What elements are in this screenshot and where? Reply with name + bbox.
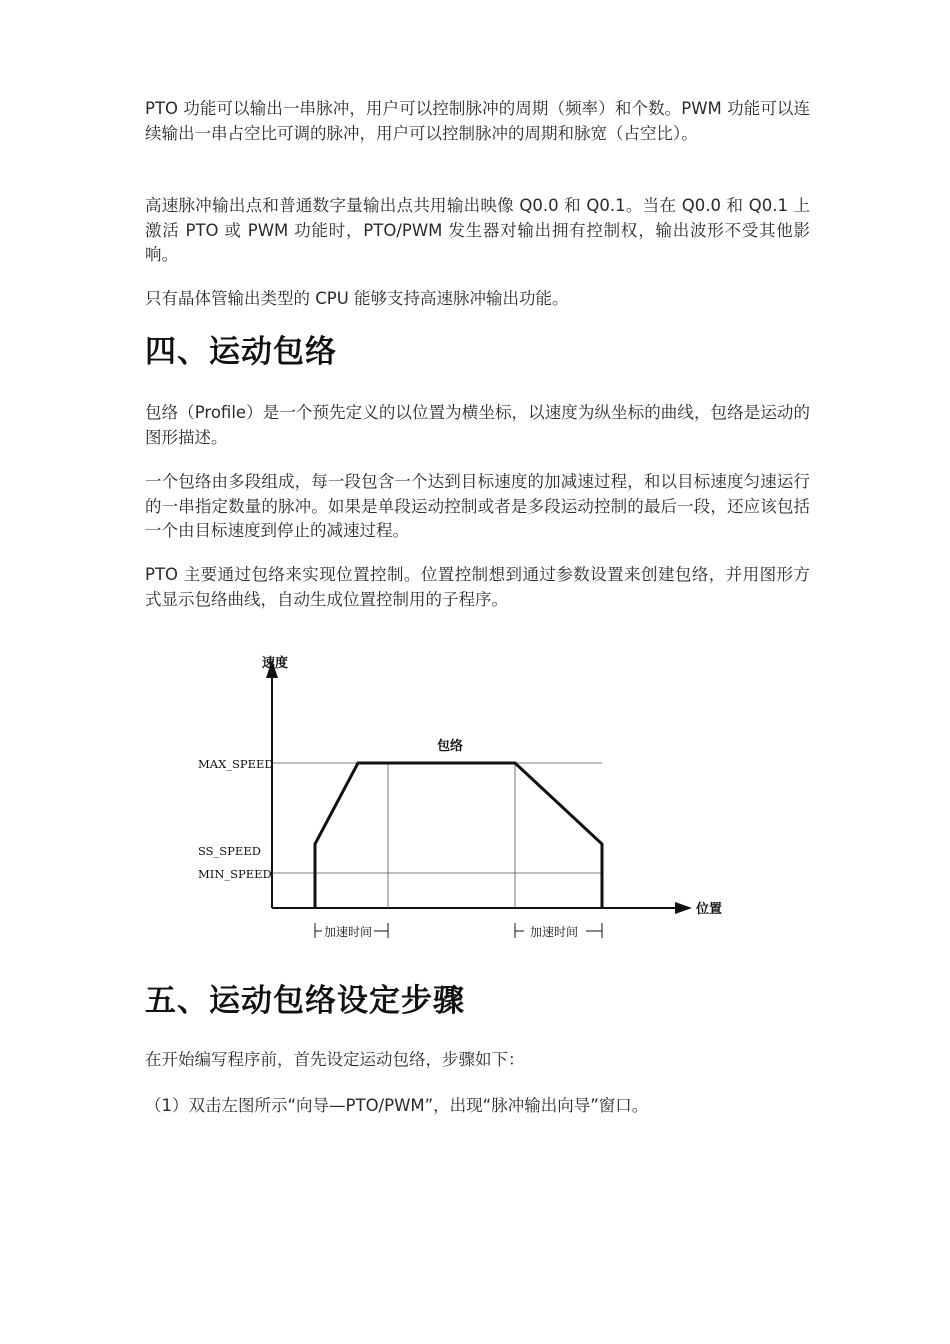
interval-label-accel: 加速时间 bbox=[324, 925, 373, 939]
paragraph-pto-pwm-intro: PTO 功能可以输出一串脉冲，用户可以控制脉冲的周期（频率）和个数。PWM 功能可以连续输出一串占空比可调的脉冲，用户可以控制脉冲的周期和脉宽（占空比）。 bbox=[145, 99, 810, 143]
y-level-label-max-speed: MAX_SPEED bbox=[198, 757, 274, 771]
paragraph-step-1: （1）双击左图所示“向导—PTO/PWM”，出现“脉冲输出向导”窗口。 bbox=[145, 1096, 649, 1115]
paragraph-transistor-output: 只有晶体管输出类型的 CPU 能够支持高速脉冲输出功能。 bbox=[145, 289, 569, 308]
x-axis-label: 位置 bbox=[696, 902, 723, 917]
y-axis-label: 速度 bbox=[262, 656, 289, 671]
y-level-label-ss-speed: SS_SPEED bbox=[198, 844, 261, 858]
paragraph-profile-definition: 包络（Profile）是一个预先定义的以位置为横坐标，以速度为纵坐标的曲线，包络是运动的图形描述。 bbox=[145, 403, 810, 447]
heading-section-4: 四、运动包络 bbox=[145, 334, 337, 370]
paragraph-profile-segments: 一个包络由多段组成，每一段包含一个达到目标速度的加减速过程，和以目标速度匀速运行的一串指定数量的脉冲。如果是单段运动控制或者是多段运动控制的最后一段，还应该包括一个由目标速度到停止的减速过程。 bbox=[145, 472, 810, 540]
paragraph-output-image: 高速脉冲输出点和普通数字量输出点共用输出映像 Q0.0 和 Q0.1。当在 Q0.0 和 Q0.1 上激活 PTO 或 PWM 功能时，PTO/PWM 发生器对输出拥有控制权，输出波形不受其他影响。 bbox=[145, 196, 810, 264]
motion-profile-chart bbox=[190, 648, 730, 948]
chart-title: 包络 bbox=[437, 739, 464, 754]
profile-curve bbox=[315, 763, 602, 908]
x-axis-arrow bbox=[675, 902, 692, 914]
paragraph-setup-steps: 在开始编写程序前，首先设定运动包络，步骤如下： bbox=[145, 1050, 525, 1069]
heading-section-5: 五、运动包络设定步骤 bbox=[145, 983, 465, 1019]
paragraph-pto-position-control: PTO 主要通过包络来实现位置控制。位置控制想到通过参数设置来创建包络，并用图形方式显示包络曲线，自动生成位置控制用的子程序。 bbox=[145, 565, 810, 609]
y-level-label-min-speed: MIN_SPEED bbox=[198, 867, 272, 881]
interval-label-decel: 加速时间 bbox=[530, 925, 579, 939]
